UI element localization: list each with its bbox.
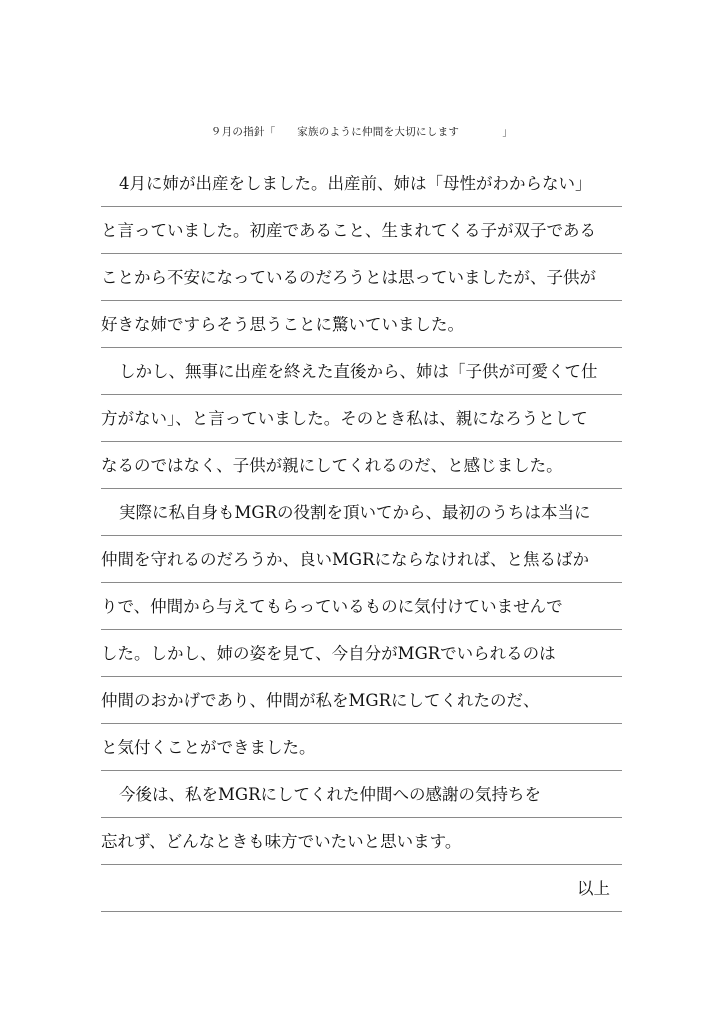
closing-line: 以上 [101, 865, 622, 912]
text-line: 今後は、私をMGRにしてくれた仲間への感謝の気持ちを [101, 771, 622, 818]
text-line: 好きな姉ですらそう思うことに驚いていました。 [101, 301, 622, 348]
text-line: 忘れず、どんなときも味方でいたいと思います。 [101, 818, 622, 865]
document-title: ９月の指針「 家族のように仲間を大切にします 」 [210, 126, 514, 138]
text-line: 4月に姉が出産をしました。出産前、姉は「母性がわからない」 [101, 160, 622, 207]
text-line: ことから不安になっているのだろうとは思っていましたが、子供が [101, 254, 622, 301]
text-line: 仲間を守れるのだろうか、良いMGRにならなければ、と焦るばか [101, 536, 622, 583]
text-line: 方がない」、と言っていました。そのとき私は、親になろうとして [101, 395, 622, 442]
text-line: 仲間のおかげであり、仲間が私をMGRにしてくれたのだ、 [101, 677, 622, 724]
ruled-text-block [101, 160, 622, 912]
text-line: しかし、無事に出産を終えた直後から、姉は「子供が可愛くて仕 [101, 348, 622, 395]
text-line: した。しかし、姉の姿を見て、今自分がMGRでいられるのは [101, 630, 622, 677]
text-line: と言っていました。初産であること、生まれてくる子が双子である [101, 207, 622, 254]
text-line: りで、仲間から与えてもらっているものに気付けていませんで [101, 583, 622, 630]
text-line: と気付くことができました。 [101, 724, 622, 771]
text-line: 実際に私自身もMGRの役割を頂いてから、最初のうちは本当に [101, 489, 622, 536]
text-line: なるのではなく、子供が親にしてくれるのだ、と感じました。 [101, 442, 622, 489]
